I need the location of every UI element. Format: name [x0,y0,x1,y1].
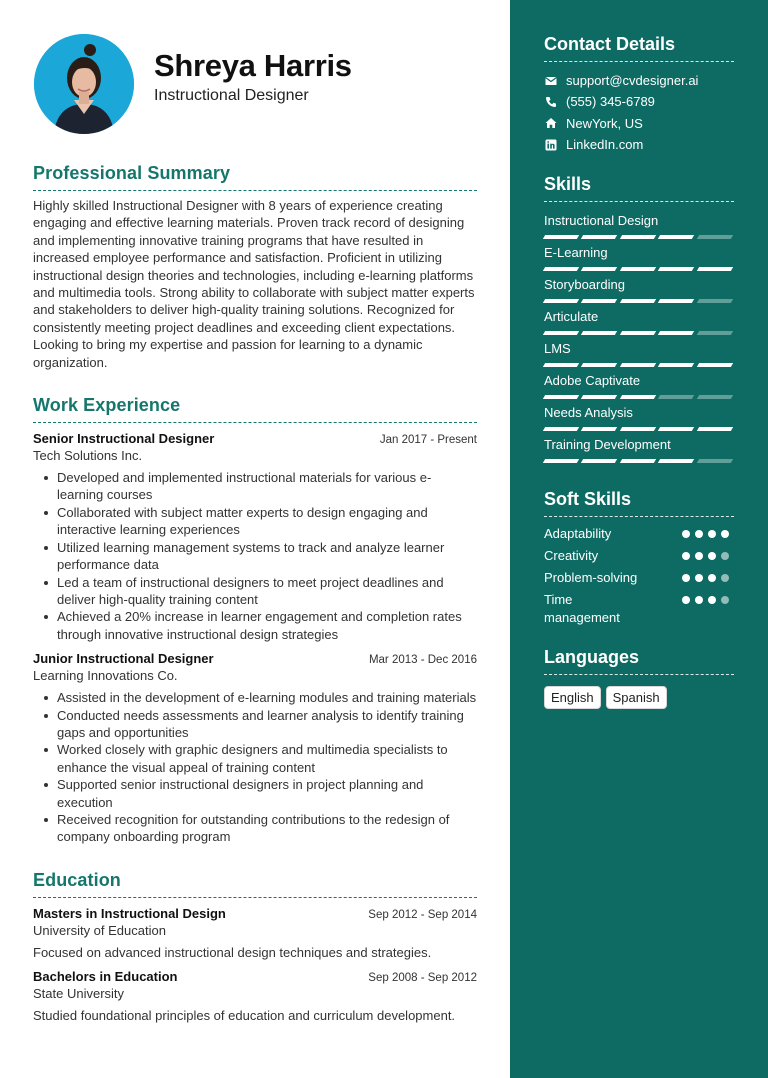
skill-item [544,307,734,339]
rating-dot [721,552,729,560]
language-tag: English [544,686,601,709]
skill-level-segment [696,299,733,303]
skill-level-segment [696,395,733,399]
job-date: Mar 2013 - Dec 2016 [368,654,477,667]
education-divider [33,897,477,898]
skill-level-segment [696,267,733,271]
job-entry [33,431,477,643]
rating-dot [695,552,703,560]
contact-divider [544,61,734,62]
experience-divider [33,422,477,423]
skill-level-segment [696,427,733,431]
job-bullets [33,469,477,643]
job-company: Tech Solutions Inc. [33,448,143,464]
soft-skills-divider [544,516,734,517]
skill-level-segment [543,427,580,431]
soft-skill-item [544,525,734,543]
skill-level-segment [658,267,695,271]
soft-skill-name: Problem-solving [544,570,638,586]
skill-level-segment [658,459,695,463]
rating-dot [721,530,729,538]
job-entry [33,651,477,846]
soft-skill-item [544,569,734,587]
skill-level-segment [581,331,618,335]
skill-level-segment [620,427,657,431]
skill-name: Storyboarding [544,277,625,293]
summary-divider [33,190,477,191]
rating-dot [695,530,703,538]
skill-name: Training Development [544,437,671,453]
contact-phone[interactable] [544,91,734,112]
skill-level-segment [658,331,695,335]
skill-level-segment [658,427,695,431]
candidate-title: Instructional Designer [154,87,309,104]
languages-heading: Languages [544,647,640,668]
contact-email[interactable] [544,70,734,91]
contact-linkedin[interactable] [544,134,734,155]
rating-dot [708,596,716,604]
bullet-item: Assisted in the development of e-learning modules and training materials [57,690,477,706]
location-text: NewYork, US [566,115,643,131]
experience-heading: Work Experience [33,395,181,416]
skill-item [544,275,734,307]
contact-location [544,113,734,134]
envelope-icon [544,74,557,87]
degree: Masters in Instructional Design [33,905,226,921]
skill-item [544,339,734,371]
contact-section [544,34,734,155]
skill-level-segment [581,363,618,367]
skill-level-segment [620,235,657,239]
skills-section [544,174,734,467]
languages-section [544,647,734,709]
bullet-item: Collaborated with subject matter experts to design engaging and interactive learning experiences [57,504,477,539]
skill-level-segment [658,363,695,367]
skill-level-segment [543,395,580,399]
soft-skills-list [544,525,734,627]
bullet-item: Led a team of instructional designers to meet project deadlines and deliver high-quality training content [57,574,477,609]
skills-heading: Skills [544,174,592,195]
skill-level-segment [620,267,657,271]
avatar [34,34,134,134]
soft-skill-name: Adaptability [544,526,612,542]
rating-dot [708,530,716,538]
rating-dot [708,552,716,560]
rating-dot [695,574,703,582]
skill-level-segment [543,267,580,271]
degree: Bachelors in Education [33,968,178,984]
skill-level-segment [581,459,618,463]
education-heading: Education [33,869,121,890]
soft-skills-section [544,489,734,627]
soft-skills-heading: Soft Skills [544,489,632,510]
rating-dot [708,574,716,582]
bullet-item: Supported senior instructional designers in project planning and execution [57,776,477,811]
skill-level-segment [696,459,733,463]
languages-divider [544,674,734,675]
summary-section [33,163,477,371]
rating-dot [682,552,690,560]
home-icon [544,117,557,130]
skills-divider [544,201,734,202]
rating-dot [682,530,690,538]
skill-level-segment [658,395,695,399]
sidebar [510,0,768,1078]
skill-level-segment [543,299,580,303]
skill-level-bar [544,455,734,467]
education-date: Sep 2012 - Sep 2014 [368,908,477,921]
contact-heading: Contact Details [544,34,676,54]
job-company: Learning Innovations Co. [33,668,178,684]
skill-level-bar [544,327,734,339]
job-role: Junior Instructional Designer [33,651,214,667]
soft-skill-name: Creativity [544,548,599,564]
skill-level-segment [620,363,657,367]
skill-level-segment [581,395,618,399]
skill-level-bar [544,231,734,243]
skill-level-segment [658,235,695,239]
skill-level-segment [620,459,657,463]
linkedin-text: LinkedIn.com [566,137,644,153]
skill-level-segment [581,235,618,239]
skill-level-segment [696,363,733,367]
soft-skill-rating [682,569,734,587]
summary-text: Highly skilled Instructional Designer with 8 years of experience creating engaging and effective learning materials. Proven track record of designing and implementing innovative training programs that have resulted in increased employee performance and satisfaction. Proficient in utilizing instructional design theories and technologies, including e-learning platforms and multimedia tools. Strong ability to collaborate with subject matter experts and stakeholders to deliver high-quality training solutions. Recognized for consistently meeting project deadlines and exceeding client expectations. Looking to bring my expertise and passion for learning to a dynamic organization. [33,198,475,370]
education-description: Focused on advanced instructional design techniques and strategies. [33,944,432,960]
skill-level-bar [544,295,734,307]
skill-name: Instructional Design [544,213,659,229]
phone-icon [544,95,557,108]
job-role: Senior Instructional Designer [33,431,215,447]
bullet-item: Utilized learning management systems to track and analyze learner performance data [57,539,477,574]
skill-item [544,371,734,403]
rating-dot [682,574,690,582]
language-tag: Spanish [606,686,667,709]
skill-item [544,435,734,467]
education-description: Studied foundational principles of education and curriculum development. [33,1007,456,1023]
skill-level-segment [543,331,580,335]
candidate-name: Shreya Harris [154,48,352,83]
skill-item [544,403,734,435]
skill-level-segment [658,299,695,303]
bullet-item: Worked closely with graphic designers and multimedia specialists to enhance the visual appeal of training content [57,741,477,776]
soft-skill-rating [682,547,734,565]
education-entry [33,969,477,1023]
bullet-item: Received recognition for outstanding contributions to the redesign of company onboarding program [57,811,477,846]
education-entry [33,906,477,960]
school: State University [33,985,125,1001]
soft-skill-item [544,547,734,565]
skill-level-segment [543,235,580,239]
skill-level-segment [696,331,733,335]
skill-name: E-Learning [544,245,608,261]
skill-level-segment [696,235,733,239]
job-date: Jan 2017 - Present [379,434,477,447]
resume-header [33,0,477,150]
profile-photo [34,34,134,134]
skill-item [544,211,734,243]
skills-list [544,211,734,467]
soft-skill-name: Time management [544,592,620,626]
experience-section [33,395,477,846]
skill-level-bar [544,359,734,371]
email-text: support@cvdesigner.ai [566,73,699,89]
rating-dot [721,596,729,604]
education-section [33,870,477,1023]
phone-text: (555) 345-6789 [566,94,655,110]
skill-level-segment [620,331,657,335]
bullet-item: Conducted needs assessments and learner analysis to identify training gaps and opportunities [57,707,477,742]
rating-dot [682,596,690,604]
skill-name: Needs Analysis [544,405,633,421]
soft-skill-item [544,591,734,627]
education-date: Sep 2008 - Sep 2012 [368,971,477,984]
job-bullets [33,689,477,846]
soft-skill-rating [682,525,734,543]
school: University of Education [33,922,166,938]
skill-level-segment [581,427,618,431]
languages-list [544,686,734,709]
bullet-item: Developed and implemented instructional materials for various e-learning courses [57,469,477,504]
skill-level-segment [620,299,657,303]
skill-level-bar [544,263,734,275]
summary-heading: Professional Summary [33,163,231,183]
rating-dot [721,574,729,582]
rating-dot [695,596,703,604]
bullet-item: Achieved a 20% increase in learner engagement and completion rates through innovative instructional design strategies [57,608,477,643]
skill-name: Adobe Captivate [544,373,641,389]
skill-name: LMS [544,341,571,357]
skill-level-segment [543,363,580,367]
skill-level-segment [543,459,580,463]
skill-level-segment [581,299,618,303]
skill-level-bar [544,423,734,435]
soft-skill-rating [682,591,734,627]
skill-item [544,243,734,275]
skill-level-bar [544,391,734,403]
linkedin-icon [544,138,557,151]
skill-level-segment [620,395,657,399]
skill-level-segment [581,267,618,271]
skill-name: Articulate [544,309,599,325]
